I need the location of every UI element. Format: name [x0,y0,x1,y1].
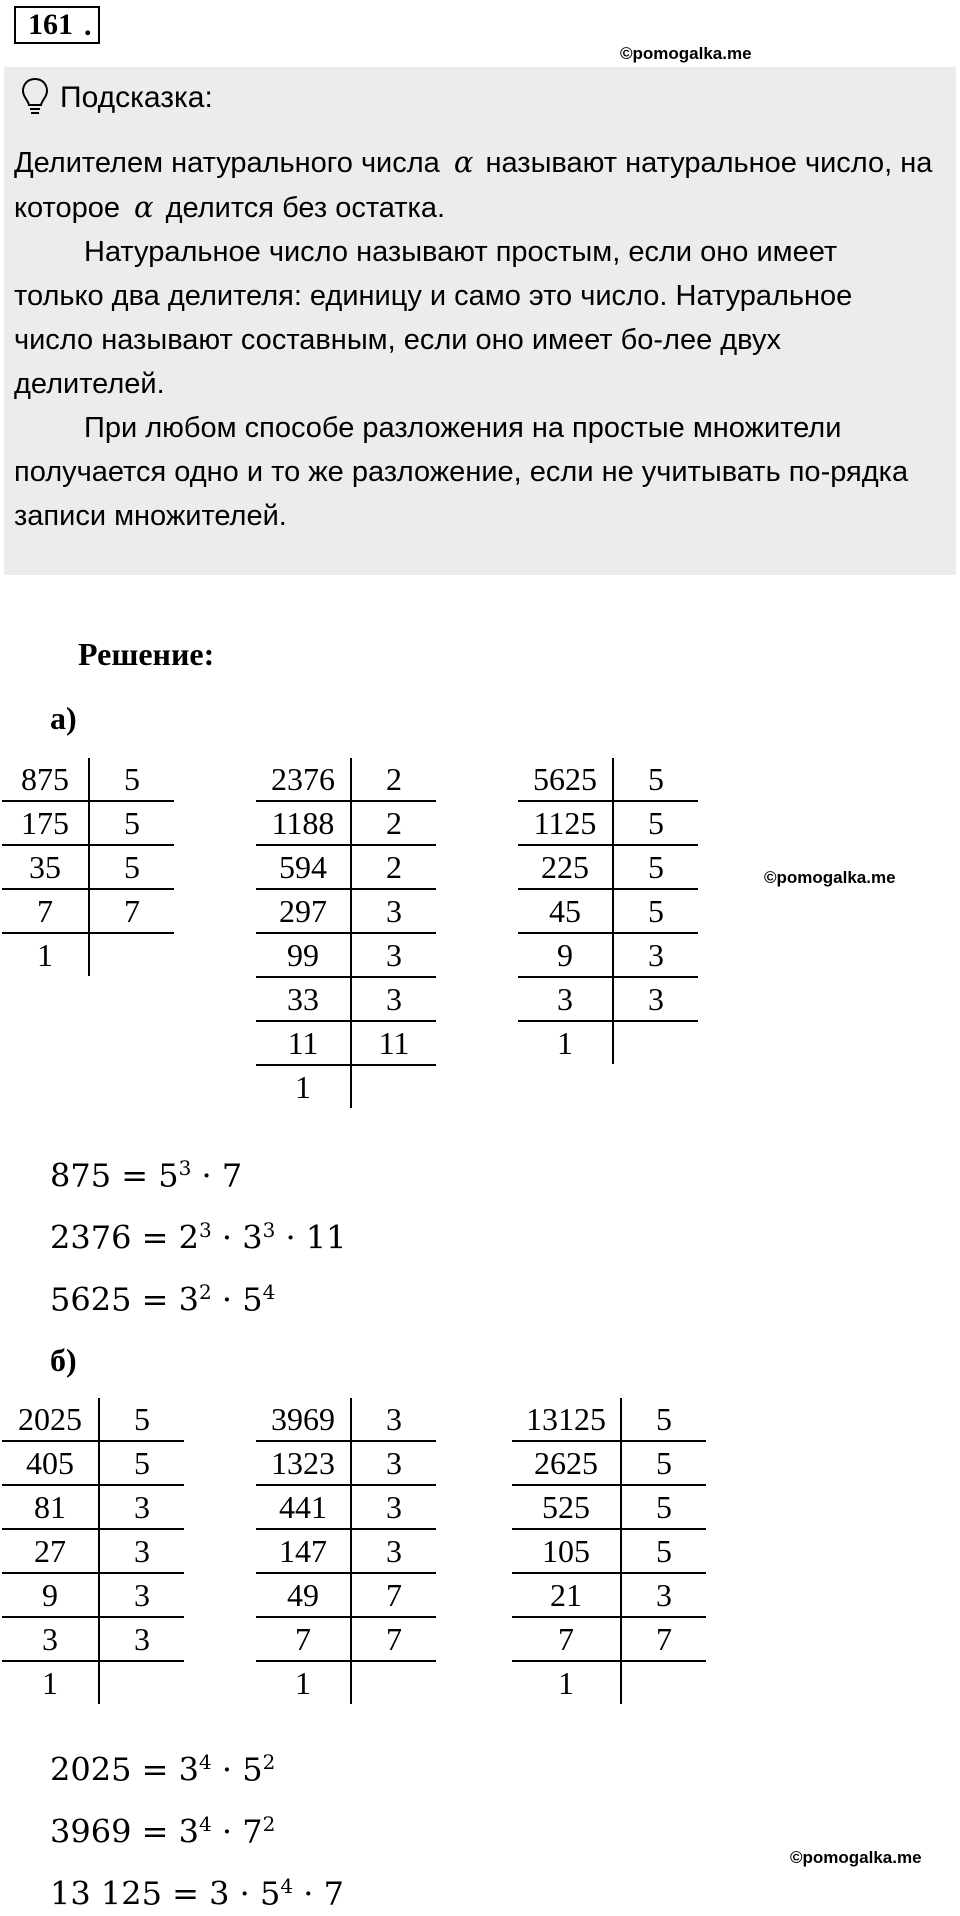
factor-exponent: 4 [280,1874,294,1898]
division-row [2,758,174,801]
division-row [512,1398,706,1441]
prime-factor-cell: 3 [351,1441,436,1485]
prime-factor-cell: 5 [621,1441,706,1485]
watermark: ©pomogalka.me [790,1848,922,1867]
division-row [518,889,698,933]
division-row [256,1485,436,1529]
factor-exponent: 3 [178,1156,192,1180]
division-row [256,758,436,801]
factor-base: 2 [178,1218,199,1257]
division-row [512,1441,706,1485]
prime-factor-cell: 5 [621,1529,706,1573]
multiply-sign: · [211,1218,243,1257]
prime-factor-cell: 3 [351,933,436,977]
dividend-cell: 9 [2,1573,99,1617]
equation-lhs: 3969 = [50,1812,179,1851]
dividend-cell: 33 [256,977,351,1021]
equation-lhs: 875 = [50,1156,159,1195]
prime-factor-cell: 3 [621,1573,706,1617]
dividend-cell: 5625 [518,758,613,801]
dividend-cell: 1 [2,933,89,976]
dividend-cell: 1323 [256,1441,351,1485]
equation-3969 [50,1812,275,1851]
dividend-cell: 27 [2,1529,99,1573]
division-table-2025 [2,1398,184,1704]
factor-exponent: 2 [262,1750,276,1774]
division-row [518,758,698,801]
prime-factor-cell: 3 [99,1573,184,1617]
prime-factor-cell: 5 [613,801,698,845]
dividend-cell: 225 [518,845,613,889]
division-row [256,1441,436,1485]
hint-paragraph-1: Делителем натурального числа α называют натуральное число, на которое α делится без остатка. [14,145,933,224]
equation-lhs: 2376 = [50,1218,179,1257]
factor-exponent: 4 [198,1750,212,1774]
multiply-sign: · [211,1812,243,1851]
division-row [2,933,174,976]
dividend-cell: 875 [2,758,89,801]
division-table-875 [2,758,174,976]
prime-factor-cell [99,1661,184,1704]
multiply-sign: · [211,1750,243,1789]
division-table-5625 [518,758,698,1064]
division-row [512,1529,706,1573]
division-row [256,1617,436,1661]
dividend-cell: 7 [256,1617,351,1661]
prime-factor-cell: 5 [621,1485,706,1529]
hint-paragraph-3: При любом способе разложения на простые множители получается одно и то же разложение, если не учитывать по-рядка записи множителей. [14,412,909,532]
division-row [256,801,436,845]
equation-13125 [50,1874,344,1913]
division-row [2,1485,184,1529]
dividend-cell: 9 [518,933,613,977]
factor-base: 3 [209,1874,230,1913]
division-row [512,1485,706,1529]
equation-5625 [50,1280,275,1319]
multiply-sign: · [191,1156,222,1195]
division-table-2376 [256,758,436,1108]
division-row [2,845,174,889]
dividend-cell: 1 [256,1661,351,1704]
dividend-cell: 147 [256,1529,351,1573]
prime-factor-cell: 5 [613,758,698,801]
division-row [256,1021,436,1065]
prime-factor-cell: 7 [351,1573,436,1617]
part-a-label: а) [50,700,77,736]
hint-text [14,140,934,538]
division-row [256,1573,436,1617]
problem-number: 161 [14,6,100,44]
division-table-13125 [512,1398,706,1704]
factor-base: 3 [242,1218,263,1257]
dividend-cell: 1188 [256,801,351,845]
watermark: ©pomogalka.me [764,868,896,887]
dividend-cell: 11 [256,1021,351,1065]
division-table-3969 [256,1398,436,1704]
prime-factor-cell: 5 [613,889,698,933]
division-row [256,933,436,977]
division-row [2,1617,184,1661]
division-row [256,1065,436,1108]
factor-base: 7 [242,1812,263,1851]
alpha-symbol: α [453,145,474,179]
factor-exponent: 4 [262,1280,276,1304]
prime-factor-cell: 5 [99,1398,184,1441]
multiply-sign: · [293,1874,324,1913]
dividend-cell: 99 [256,933,351,977]
equation-lhs: 5625 = [50,1280,179,1319]
prime-factor-cell: 3 [613,933,698,977]
prime-factor-cell: 7 [89,889,174,933]
division-row [256,1661,436,1704]
problem-number-dot: . [84,9,92,42]
prime-factor-cell: 7 [621,1617,706,1661]
prime-factor-cell: 2 [351,845,436,889]
dividend-cell: 3 [518,977,613,1021]
factor-base: 5 [260,1874,281,1913]
division-row [256,889,436,933]
division-row [2,801,174,845]
division-row [2,889,174,933]
division-row [256,1398,436,1441]
division-row [2,1398,184,1441]
prime-factor-cell [89,933,174,976]
dividend-cell: 2625 [512,1441,621,1485]
factor-exponent: 4 [198,1812,212,1836]
dividend-cell: 81 [2,1485,99,1529]
prime-factor-cell: 11 [351,1021,436,1065]
dividend-cell: 1 [518,1021,613,1064]
equation-2376 [50,1218,347,1257]
dividend-cell: 1 [2,1661,99,1704]
division-row [512,1573,706,1617]
prime-factor-cell: 5 [99,1441,184,1485]
dividend-cell: 3 [2,1617,99,1661]
multiply-sign: · [275,1218,306,1257]
division-row [256,977,436,1021]
division-row [518,933,698,977]
division-row [256,845,436,889]
division-row [518,977,698,1021]
dividend-cell: 441 [256,1485,351,1529]
solution-title: Решение: [78,636,215,672]
prime-factor-cell: 5 [89,801,174,845]
equation-2025 [50,1750,275,1789]
lightbulb-icon [20,76,50,116]
prime-factor-cell: 3 [99,1485,184,1529]
prime-factor-cell: 7 [351,1617,436,1661]
prime-factor-cell [621,1661,706,1704]
division-row [256,1529,436,1573]
dividend-cell: 1 [256,1065,351,1108]
watermark: ©pomogalka.me [620,44,752,63]
hint-paragraph-2: Натуральное число называют простым, если оно имеет только два делителя: единицу и само это число. Натуральное число называют составным, если оно имеет бо-лее двух делителей. [14,236,853,400]
division-row [2,1529,184,1573]
dividend-cell: 13125 [512,1398,621,1441]
multiply-sign: · [211,1280,243,1319]
prime-factor-cell: 3 [99,1617,184,1661]
division-row [518,845,698,889]
prime-factor-cell: 3 [351,1398,436,1441]
hint-title: Подсказка: [60,81,213,114]
prime-factor-cell: 5 [89,758,174,801]
prime-factor-cell: 5 [613,845,698,889]
prime-factor-cell: 3 [613,977,698,1021]
dividend-cell: 45 [518,889,613,933]
dividend-cell: 405 [2,1441,99,1485]
factor-base: 5 [158,1156,179,1195]
prime-factor-cell: 3 [351,889,436,933]
dividend-cell: 594 [256,845,351,889]
equation-875 [50,1156,242,1195]
factor-base: 7 [221,1156,243,1195]
dividend-cell: 3969 [256,1398,351,1441]
prime-factor-cell: 3 [351,977,436,1021]
prime-factor-cell: 5 [89,845,174,889]
division-row [518,1021,698,1064]
dividend-cell: 21 [512,1573,621,1617]
dividend-cell: 7 [2,889,89,933]
division-row [2,1661,184,1704]
dividend-cell: 105 [512,1529,621,1573]
prime-factor-cell: 3 [351,1485,436,1529]
dividend-cell: 1 [512,1661,621,1704]
dividend-cell: 7 [512,1617,621,1661]
equation-lhs: 2025 = [50,1750,179,1789]
division-row [512,1661,706,1704]
prime-factor-cell: 2 [351,801,436,845]
dividend-cell: 35 [2,845,89,889]
prime-factor-cell [351,1661,436,1704]
dividend-cell: 49 [256,1573,351,1617]
dividend-cell: 525 [512,1485,621,1529]
division-row [2,1441,184,1485]
factor-base: 11 [305,1218,347,1257]
factor-exponent: 2 [198,1280,212,1304]
factor-exponent: 3 [262,1218,276,1242]
factor-exponent: 3 [198,1218,212,1242]
dividend-cell: 1125 [518,801,613,845]
prime-factor-cell: 5 [621,1398,706,1441]
factor-base: 5 [242,1280,263,1319]
prime-factor-cell: 2 [351,758,436,801]
division-row [512,1617,706,1661]
dividend-cell: 175 [2,801,89,845]
alpha-symbol: α [134,190,154,224]
division-row [518,801,698,845]
dividend-cell: 2025 [2,1398,99,1441]
multiply-sign: · [229,1874,260,1913]
part-b-label: б) [50,1342,77,1378]
factor-base: 7 [323,1874,344,1913]
equation-lhs: 13 125 = [50,1874,210,1913]
prime-factor-cell [613,1021,698,1064]
factor-exponent: 2 [262,1812,276,1836]
prime-factor-cell: 3 [351,1529,436,1573]
factor-base: 5 [242,1750,263,1789]
factor-base: 3 [178,1812,199,1851]
factor-base: 3 [178,1280,199,1319]
dividend-cell: 2376 [256,758,351,801]
prime-factor-cell [351,1065,436,1108]
factor-base: 3 [178,1750,199,1789]
prime-factor-cell: 3 [99,1529,184,1573]
division-row [2,1573,184,1617]
dividend-cell: 297 [256,889,351,933]
